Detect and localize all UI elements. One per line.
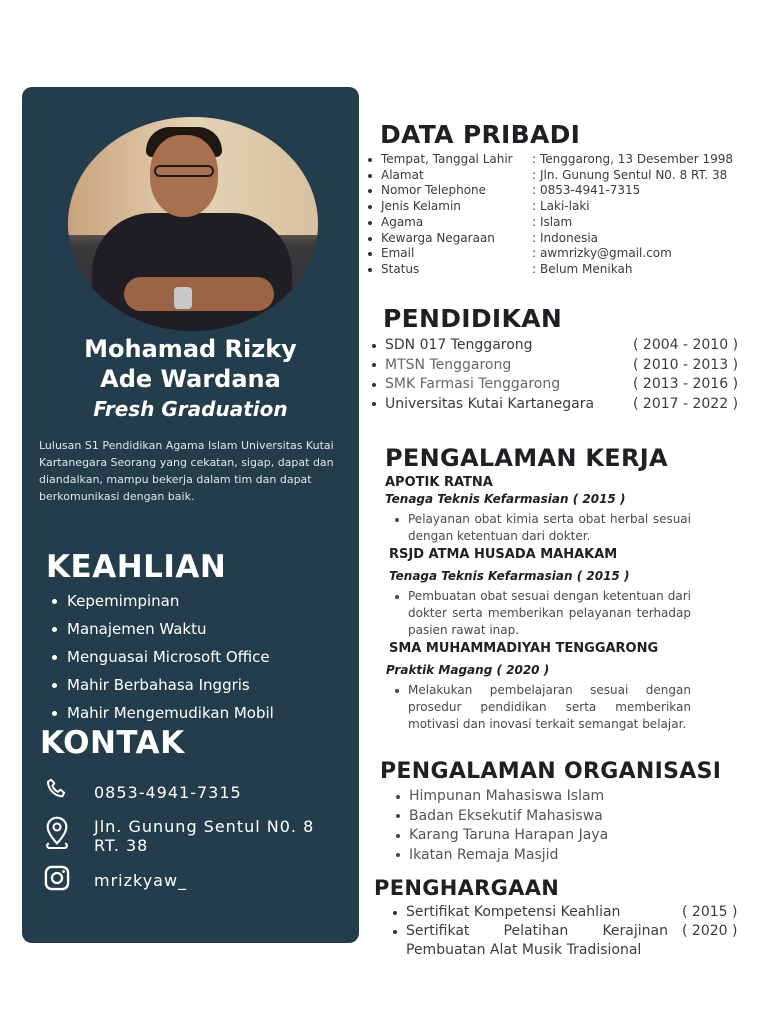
phone-icon xyxy=(40,774,74,806)
contact-instagram[interactable] xyxy=(40,862,344,894)
job-description: Pembuatan obat sesuai dengan ketentuan dari dokter serta memberikan pelayanan terhadap pasien rawat inap. xyxy=(395,588,691,639)
job-org: APOTIK RATNA xyxy=(385,475,493,490)
education-row: MTSN Tenggarong ( 2010 - 2013 ) xyxy=(372,356,752,376)
organizations-title: PENGALAMAN ORGANISASI xyxy=(380,759,722,784)
profile-name xyxy=(22,334,359,394)
job-description: Pelayanan obat kimia serta obat herbal sesuai dengan ketentuan dari dokter. xyxy=(395,511,691,545)
awards-title: PENGHARGAAN xyxy=(374,876,560,900)
skill-item: Manajemen Waktu xyxy=(52,615,274,643)
contact-instagram-text: mrizkyaw_ xyxy=(94,871,188,890)
profile-photo xyxy=(68,117,318,331)
skills-list xyxy=(52,587,274,727)
personal-row: Alamat : Jln. Gunung Sentul N0. 8 RT. 38 xyxy=(368,168,733,184)
skill-item: Mahir Mengemudikan Mobil xyxy=(52,699,274,727)
organization-item: Himpunan Mahasiswa Islam xyxy=(396,787,608,807)
education-row: SMK Farmasi Tenggarong ( 2013 - 2016 ) xyxy=(372,375,752,395)
personal-row: Kewarga Negaraan : Indonesia xyxy=(368,231,733,247)
organization-item: Ikatan Remaja Masjid xyxy=(396,846,608,866)
job-role: Tenaga Teknis Kefarmasian ( 2015 ) xyxy=(389,569,630,583)
skill-item: Kepemimpinan xyxy=(52,587,274,615)
job-description: Melakukan pembelajaran sesuai dengan prosedur pendidikan serta memberikan motivasi dan inovasi terkait semangat belajar. xyxy=(395,682,691,733)
profile-about: Lulusan S1 Pendidikan Agama Islam Universitas Kutai Kartanegara Seorang yang cekatan, sigap, dapat dan diandalkan, mampu bekerja dalam tim dan dapat berkomunikasi dengan baik. xyxy=(39,439,334,503)
instagram-icon xyxy=(40,862,74,894)
organization-item: Badan Eksekutif Mahasiswa xyxy=(396,807,608,827)
education-row: Universitas Kutai Kartanegara ( 2017 - 2022 ) xyxy=(372,395,752,415)
education-row: SDN 017 Tenggarong ( 2004 - 2010 ) xyxy=(372,336,752,356)
job-org: SMA MUHAMMADIYAH TENGGARONG xyxy=(389,641,659,656)
sidebar-panel xyxy=(22,87,359,943)
education-list xyxy=(372,336,752,414)
personal-row: Email : awmrizky@gmail.com xyxy=(368,246,733,262)
job-org: RSJD ATMA HUSADA MAHAKAM xyxy=(389,547,618,562)
personal-data-list xyxy=(368,152,733,278)
skill-item: Menguasai Microsoft Office xyxy=(52,643,274,671)
education-title: PENDIDIKAN xyxy=(383,304,563,333)
contact-address-text: Jln. Gunung Sentul N0. 8 RT. 38 xyxy=(94,817,315,855)
profile-role: Fresh Graduation xyxy=(93,397,288,421)
contact-phone-text: 0853-4941-7315 xyxy=(94,783,242,802)
personal-row: Status : Belum Menikah xyxy=(368,262,733,278)
personal-row: Nomor Telephone : 0853-4941-7315 xyxy=(368,183,733,199)
contact-title: KONTAK xyxy=(40,725,185,761)
award-row: Sertifikat Kompetensi Keahlian ( 2015 ) xyxy=(393,903,753,922)
location-pin-icon xyxy=(40,814,74,854)
skills-title: KEAHLIAN xyxy=(46,549,227,585)
name-line-2: Ade Wardana xyxy=(100,365,281,393)
experience-title: PENGALAMAN KERJA xyxy=(385,444,668,472)
award-row: Sertifikat Pelatihan Kerajinan Pembuatan Alat Musik Tradisional ( 2020 ) xyxy=(393,922,753,960)
contact-phone[interactable] xyxy=(40,774,344,806)
personal-row: Agama : Islam xyxy=(368,215,733,231)
job-role: Praktik Magang ( 2020 ) xyxy=(386,663,550,677)
organization-item: Karang Taruna Harapan Jaya xyxy=(396,826,608,846)
name-line-1: Mohamad Rizky xyxy=(84,335,297,363)
contact-address[interactable] xyxy=(40,814,344,855)
skill-item: Mahir Berbahasa Inggris xyxy=(52,671,274,699)
personal-row: Jenis Kelamin : Laki-laki xyxy=(368,199,733,215)
job-role: Tenaga Teknis Kefarmasian ( 2015 ) xyxy=(385,492,626,506)
personal-row: Tempat, Tanggal Lahir : Tenggarong, 13 Desember 1998 xyxy=(368,152,733,168)
organizations-list xyxy=(396,787,608,865)
personal-title: DATA PRIBADI xyxy=(380,120,581,149)
awards-list xyxy=(393,903,753,960)
